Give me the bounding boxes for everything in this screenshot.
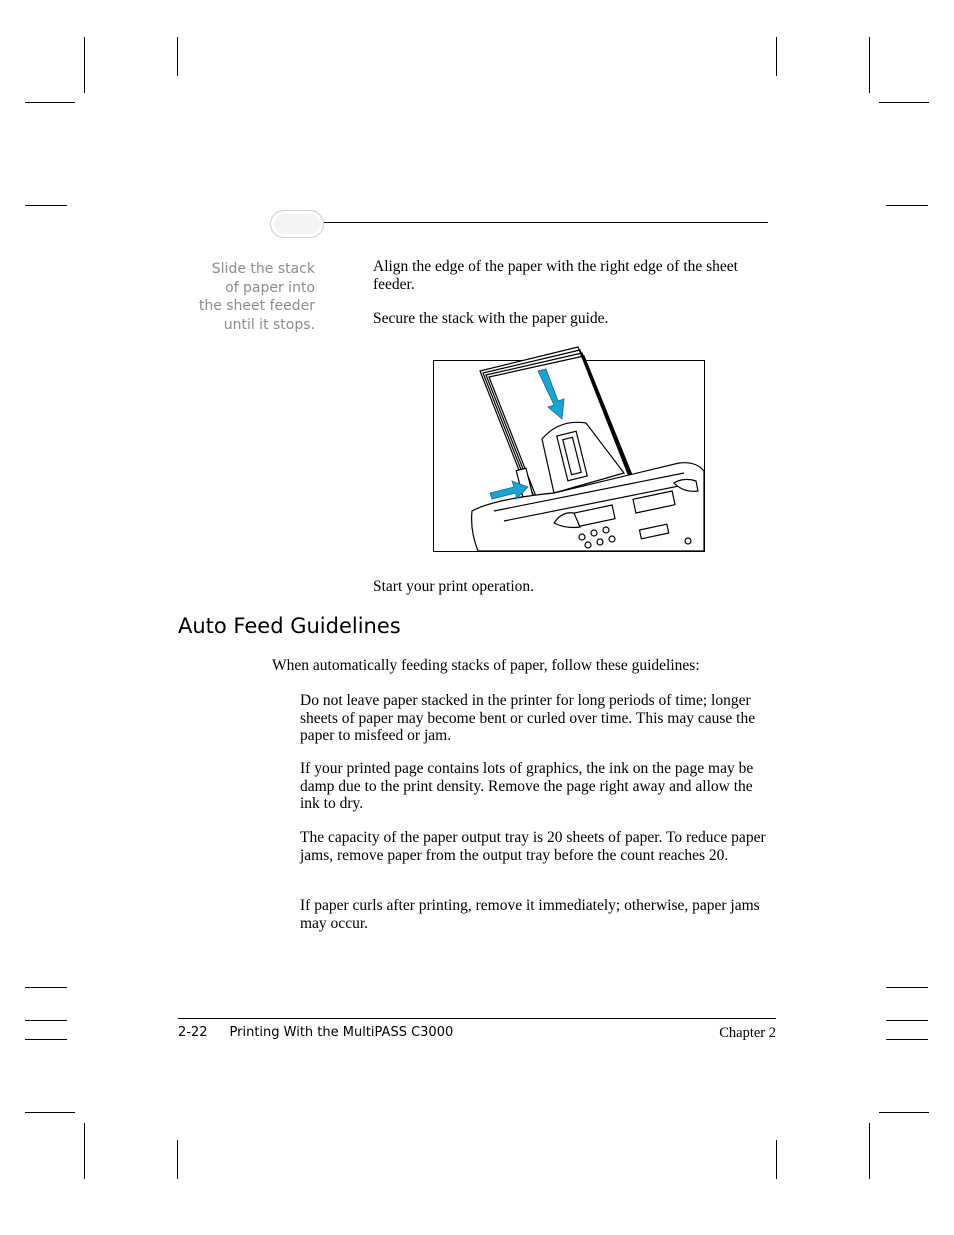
crop-mark [886, 205, 928, 206]
crop-mark [886, 1020, 928, 1021]
step-align: Align the edge of the paper with the right edge of the sheet feeder. [373, 258, 738, 293]
section-intro: When automatically feeding stacks of paper, follow these guidelines: [272, 657, 700, 674]
crop-mark [25, 1039, 67, 1040]
guideline-item: Do not leave paper stacked in the printer for long periods of time; longer sheets of paper may become bent or curled over time. This may cause the paper to misfeed or jam. [300, 692, 756, 744]
crop-mark [776, 1140, 777, 1179]
page-number: 2-22 [178, 1025, 208, 1040]
footer-rule [178, 1018, 776, 1019]
header-rule [300, 222, 768, 223]
margin-note-line: until it stops. [223, 316, 315, 333]
margin-note [150, 260, 315, 334]
crop-mark [25, 1020, 67, 1021]
crop-mark [25, 205, 67, 206]
printer-drawing [434, 361, 704, 551]
crop-mark [177, 37, 178, 76]
guideline-item: If paper curls after printing, remove it immediately; otherwise, paper jams may occur. [300, 897, 760, 932]
step-start: Start your print operation. [373, 578, 534, 595]
section-heading: Auto Feed Guidelines [178, 614, 401, 638]
step-secure: Secure the stack with the paper guide. [373, 310, 609, 327]
chapter-label: Chapter 2 [719, 1025, 776, 1041]
crop-mark [776, 37, 777, 76]
crop-mark [84, 1123, 85, 1179]
guideline-item: The capacity of the paper output tray is 20 sheets of paper. To reduce paper jams, remove paper from the output tray before the count reaches 20. [300, 829, 766, 864]
chapter-tab [270, 210, 324, 238]
footer-left [178, 1024, 453, 1042]
printer-illustration [433, 360, 705, 552]
margin-note-line: Slide the stack [211, 261, 315, 277]
book-title: Printing With the MultiPASS C3000 [229, 1025, 454, 1040]
crop-mark [879, 102, 929, 103]
crop-mark [177, 1140, 178, 1179]
crop-mark [25, 987, 67, 988]
margin-note-line: the sheet feeder [198, 298, 315, 314]
crop-mark [869, 1123, 870, 1179]
crop-mark [886, 1039, 928, 1040]
guideline-item: If your printed page contains lots of graphics, the ink on the page may be damp due to the print density. Remove the page right away and allow the ink to dry. [300, 760, 754, 812]
crop-mark [879, 1112, 929, 1113]
crop-mark [869, 37, 870, 93]
crop-mark [25, 102, 75, 103]
crop-mark [84, 37, 85, 93]
crop-mark [25, 1112, 75, 1113]
crop-mark [886, 987, 928, 988]
margin-note-line: of paper into [225, 279, 315, 296]
